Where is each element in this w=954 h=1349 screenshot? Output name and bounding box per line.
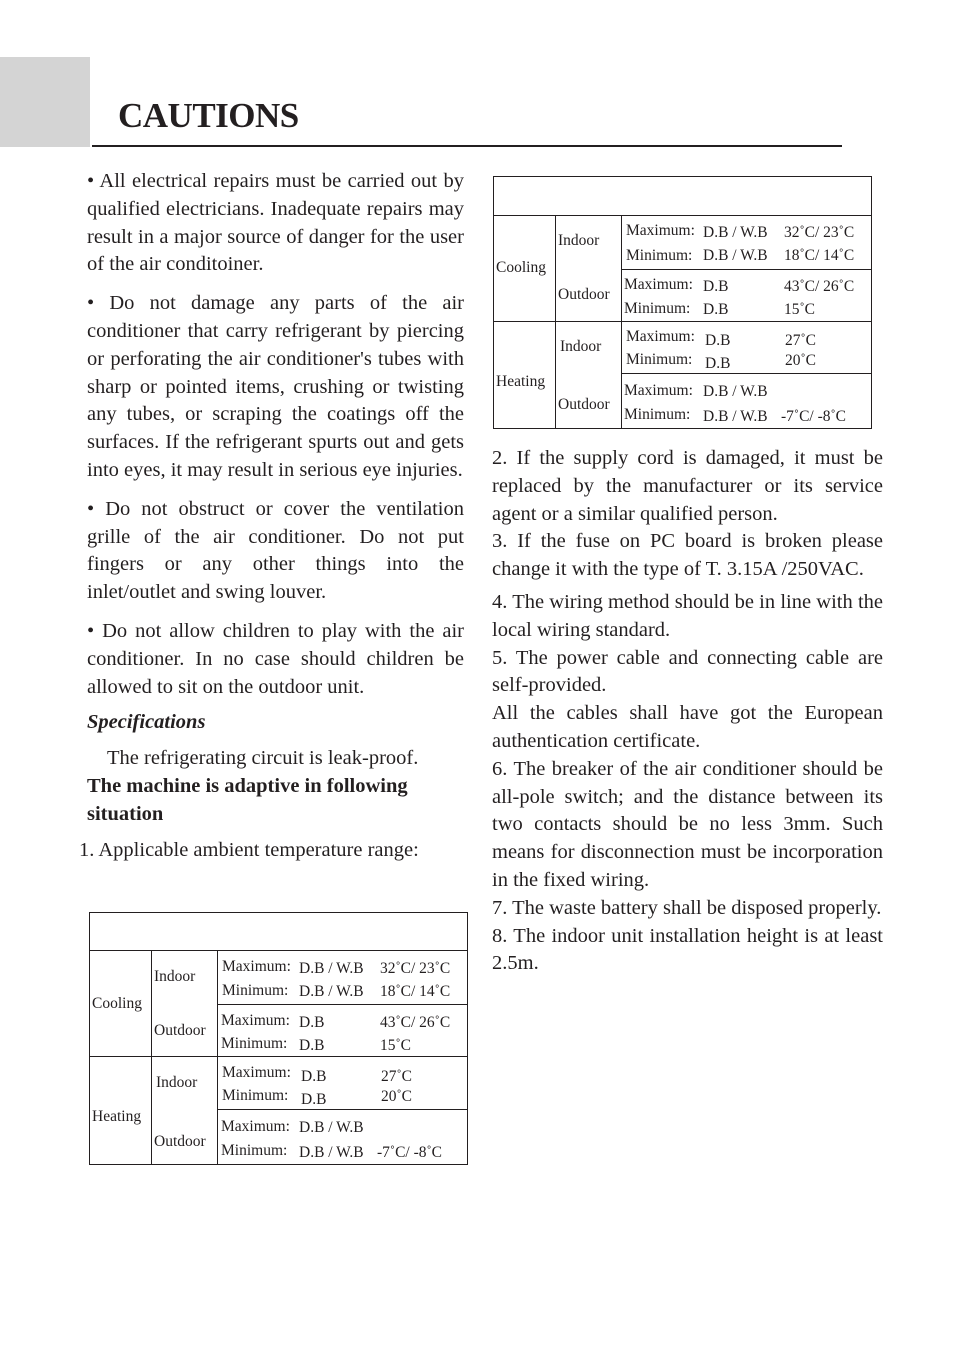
note-installation-height: 8. The indoor unit installation height is at least 2.5m. [492,924,883,975]
adaptive-heading: The machine is adaptive in following situation [87,774,408,825]
title-rule [92,145,842,147]
min-label: Minimum: [626,351,693,368]
note-breaker: 6. The breaker of the air conditioner should be all-pole switch; and the distance between its two contacts should be no less 3mm. Such means for disconnection must be incorporation in the fixed wiring. [492,757,883,891]
max-label: Maximum: [626,328,695,345]
min-label: Minimum: [222,1087,289,1104]
heat-in-min-val: 20˚C [381,1088,412,1105]
specifications-text: The refrigerating circuit is leak-proof. [107,747,419,770]
cool-out-min-val: 15˚C [380,1037,411,1054]
caution-ventilation: • Do not obstruct or cover the ventilation grille of the air conditioner. Do not put fingers or any other things into the inlet/outlet and swing louver. [87,497,464,604]
page-title: CAUTIONS [118,96,299,135]
heat-out-min-cond: D.B / W.B [703,408,768,425]
note-cable-certificate: All the cables shall have got the European authentication certificate. [492,702,883,752]
note-supply-cord: 2. If the supply cord is damaged, it must be replaced by the manufacturer or its service agent or a similar qualified person. [492,447,883,525]
cool-out-max-val: 43˚C/ 26˚C [784,278,855,295]
max-label: Maximum: [624,276,693,293]
cool-out-min-cond: D.B [703,301,729,318]
cool-out-min-cond: D.B [299,1037,325,1054]
ambient-range-item: 1. Applicable ambient temperature range: [79,838,419,861]
heating-outdoor-label: Outdoor [558,396,610,413]
cool-in-max-cond: D.B / W.B [299,960,364,977]
note-power-cable: 5. The power cable and connecting cable are self-provided. [492,646,883,697]
cool-out-max-cond: D.B [299,1014,325,1031]
heat-in-max-val: 27˚C [785,332,816,349]
temperature-table-left [89,912,468,1165]
max-label: Maximum: [626,222,695,239]
cool-in-min-cond: D.B / W.B [703,247,768,264]
heating-label: Heating [496,373,546,390]
cooling-label: Cooling [496,259,546,276]
note-fuse: 3. If the fuse on PC board is broken please change it with the type of T. 3.15A /250VAC. [492,530,883,581]
cool-out-max-cond: D.B [703,278,729,295]
cool-in-max-cond: D.B / W.B [703,224,768,241]
cool-out-max-val: 43˚C/ 26˚C [380,1014,451,1031]
section-tab [0,57,90,147]
heating-outdoor-label: Outdoor [154,1133,206,1150]
left-column [79,168,464,864]
heat-in-min-cond: D.B [301,1091,327,1108]
caution-refrigerant-parts: • Do not damage any parts of the air conditioner that carry refrigerant by piercing or perforating the air conditioner's tubes with sharp or pointed items, crushing or twisting any tubes, or scraping the coatings off the surfaces. If the refrigerant spurts out and gets into eyes, it may result in serious eye injuries. [87,292,464,481]
cool-in-max-val: 32˚C/ 23˚C [784,224,855,241]
specifications-heading: Specifications [87,711,206,734]
heat-in-min-cond: D.B [705,355,731,372]
max-label: Maximum: [222,1064,291,1081]
heating-indoor-label: Indoor [156,1074,198,1091]
heat-in-max-val: 27˚C [381,1068,412,1085]
heat-out-min-val: -7˚C/ -8˚C [377,1144,443,1161]
cooling-outdoor-label: Outdoor [558,286,610,303]
heating-label: Heating [92,1108,142,1125]
min-label: Minimum: [624,406,691,423]
max-label: Maximum: [624,382,693,399]
cool-in-max-val: 32˚C/ 23˚C [380,960,451,977]
heat-in-max-cond: D.B [301,1068,327,1085]
min-label: Minimum: [624,300,691,317]
max-label: Maximum: [222,958,291,975]
cooling-outdoor-label: Outdoor [154,1022,206,1039]
min-label: Minimum: [222,982,289,999]
heat-out-max-cond: D.B / W.B [703,383,768,400]
cooling-indoor-label: Indoor [154,968,196,985]
temperature-table-right [493,176,872,429]
cooling-label: Cooling [92,995,142,1012]
caution-children: • Do not allow children to play with the air conditioner. In no case should children be allowed to sit on the outdoor unit. [87,619,464,698]
cool-in-min-val: 18˚C/ 14˚C [784,247,855,264]
cooling-indoor-label: Indoor [558,232,600,249]
heat-out-max-cond: D.B / W.B [299,1119,364,1136]
max-label: Maximum: [221,1118,290,1135]
heat-in-min-val: 20˚C [785,352,816,369]
heating-indoor-label: Indoor [560,338,602,355]
cool-in-min-val: 18˚C/ 14˚C [380,983,451,1000]
cool-out-min-val: 15˚C [784,301,815,318]
min-label: Minimum: [626,247,693,264]
max-label: Maximum: [221,1012,290,1029]
min-label: Minimum: [221,1035,288,1052]
heat-in-max-cond: D.B [705,332,731,349]
heat-out-min-val: -7˚C/ -8˚C [781,408,847,425]
heat-out-min-cond: D.B / W.B [299,1144,364,1161]
caution-electrical-repairs: • All electrical repairs must be carried out by qualified electricians. Inadequate repairs may result in a major source of danger for the user of the air conditoiner. [87,170,464,276]
right-column [492,445,883,978]
cool-in-min-cond: D.B / W.B [299,983,364,1000]
min-label: Minimum: [221,1142,288,1159]
note-wiring-method: 4. The wiring method should be in line with the local wiring standard. [492,590,883,641]
note-waste-battery: 7. The waste battery shall be disposed properly. [492,896,882,919]
